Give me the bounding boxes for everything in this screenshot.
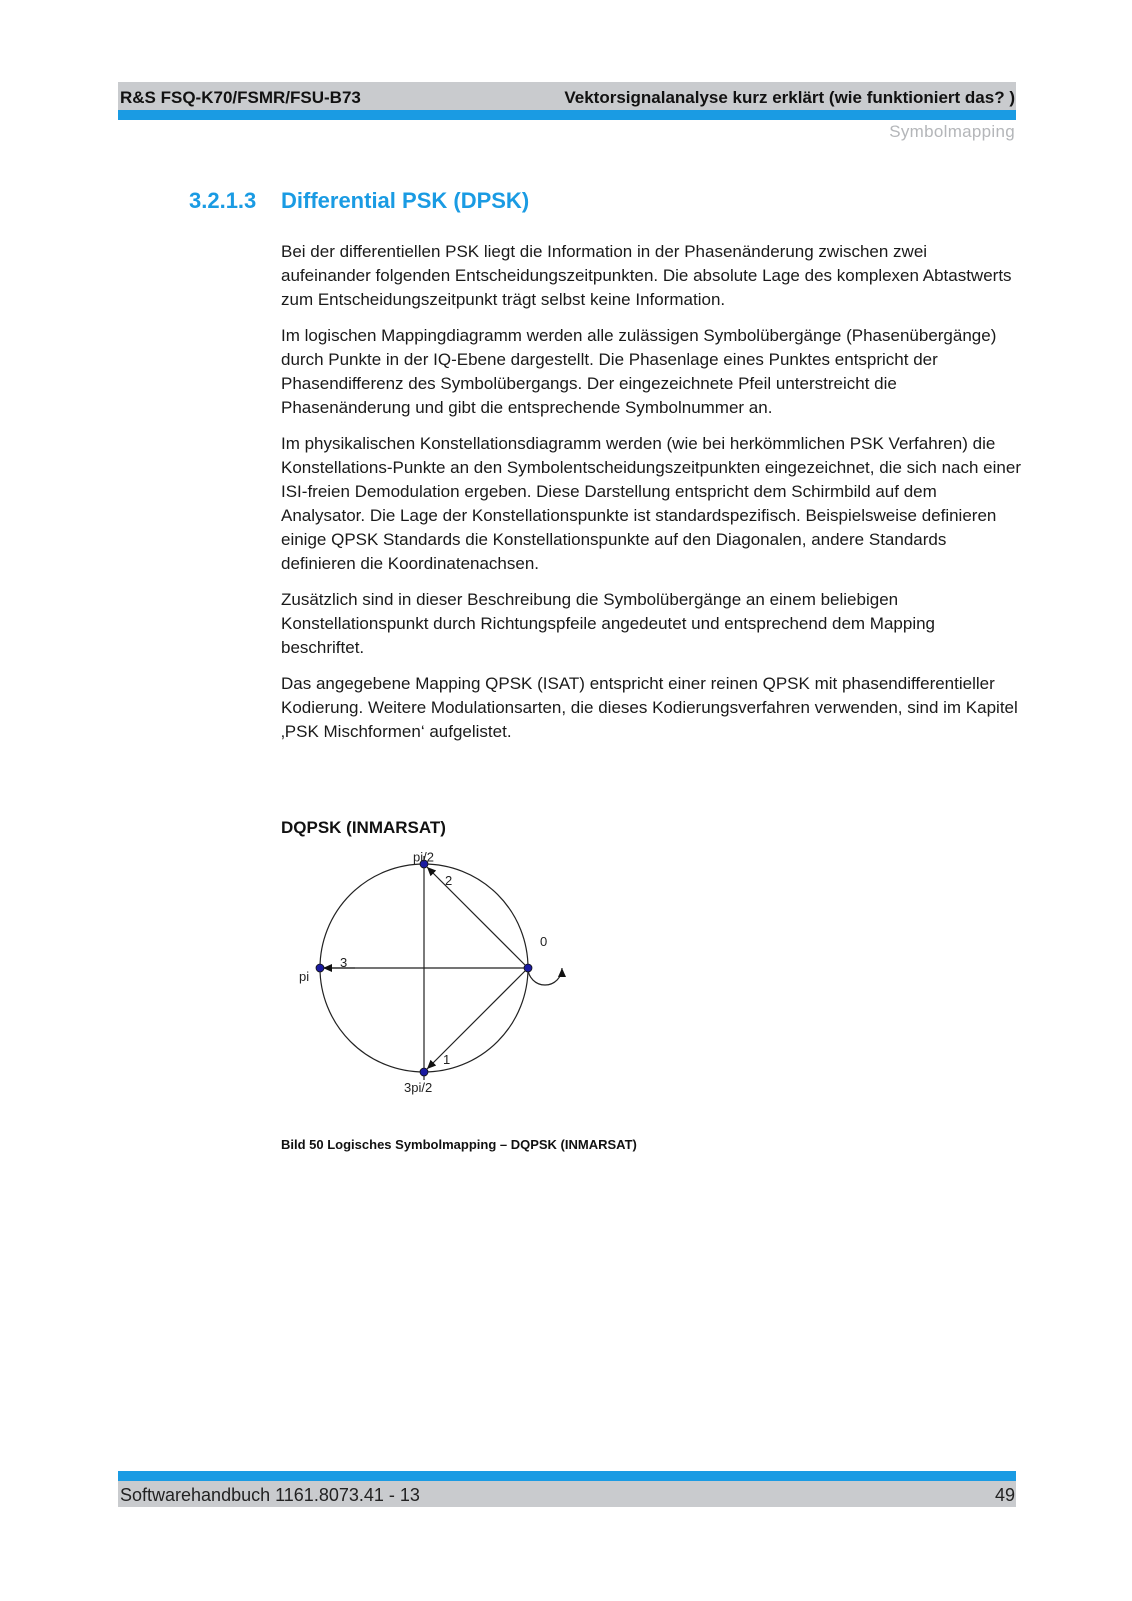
label-symbol-0: 0 [540, 934, 548, 949]
paragraph: Im logischen Mappingdiagramm werden alle zulässigen Symbolübergänge (Phasenübergänge) durch Punkte in der IQ-Ebene dargestellt. Die Phasenlage eines Punktes entspricht der Phasendifferenz des Symbolübergangs. Der eingezeichnete Pfeil unterstreicht die Phasenänderung und gibt die entsprechende Symbolnummer an. [281, 326, 997, 417]
label-3pi-half: 3pi/2 [404, 1080, 433, 1095]
paragraph: Das angegebene Mapping QPSK (ISAT) entspricht einer reinen QPSK mit phasendifferentieller Kodierung. Weitere Modulationsarten, die dieses Kodierungsverfahren verwenden, sind im Kapitel ‚PSK Mischformen‘ aufgelistet. [281, 674, 1018, 741]
section-title: Differential PSK (DPSK) [281, 188, 530, 213]
paragraph: Im physikalischen Konstellationsdiagramm werden (wie bei herkömmlichen PSK Verfahren) die Konstellations-Punkte an den Symbolentscheidungszeitpunkten eingezeichnet, die sich nach einer ISI-freien Demodulation ergeben. Diese Darstellung entspricht dem Schirmbild auf dem Analysator. Die Lage der Konstellationspunkte ist standardspezifisch. Beispielsweise definieren einige QPSK Standards die Konstellationspunkte auf den Diagonalen, andere Standards definieren die Koordinatenachsen. [281, 434, 1021, 573]
label-pi-half: pi/2 [413, 850, 434, 865]
point-3pi-half [420, 1068, 428, 1076]
header-accent-line [118, 110, 1016, 120]
section-heading [189, 188, 529, 214]
arrow-symbol-2 [427, 867, 528, 968]
figure-heading: DQPSK (INMARSAT) [281, 818, 446, 837]
footer-accent-line [118, 1471, 1016, 1481]
point-0 [524, 964, 532, 972]
paragraph: Bei der differentiellen PSK liegt die Information in der Phasenänderung zwischen zwei aufeinander folgenden Entscheidungszeitpunkten. Die absolute Lage des komplexen Abtastwerts zum Entscheidungszeitpunkt trägt selbst keine Information. [281, 242, 1012, 309]
diagram-svg [280, 850, 600, 1120]
label-symbol-3: 3 [340, 955, 348, 970]
symbol-mapping-diagram [280, 850, 600, 1120]
label-symbol-2: 2 [445, 873, 453, 888]
label-pi: pi [299, 969, 310, 984]
footer-document-id: Softwarehandbuch 1161.8073.41 - 13 [120, 1485, 420, 1505]
label-symbol-1: 1 [443, 1052, 451, 1067]
arrow-symbol-0 [528, 968, 562, 985]
figure-caption: Bild 50 Logisches Symbolmapping – DQPSK (INMARSAT) [281, 1137, 637, 1152]
header-section-name: Symbolmapping [889, 122, 1015, 141]
point-pi [316, 964, 324, 972]
paragraph: Zusätzlich sind in dieser Beschreibung die Symbolübergänge an einem beliebigen Konstellationspunkt durch Richtungspfeile angedeutet und entsprechend dem Mapping beschriftet. [281, 590, 936, 657]
header-chapter: Vektorsignalanalyse kurz erklärt (wie funktioniert das? ) [564, 88, 1015, 107]
body-text [281, 240, 1021, 756]
header-product: R&S FSQ-K70/FSMR/FSU-B73 [120, 88, 361, 107]
page-number: 49 [994, 1485, 1015, 1505]
section-number: 3.2.1.3 [189, 188, 257, 213]
